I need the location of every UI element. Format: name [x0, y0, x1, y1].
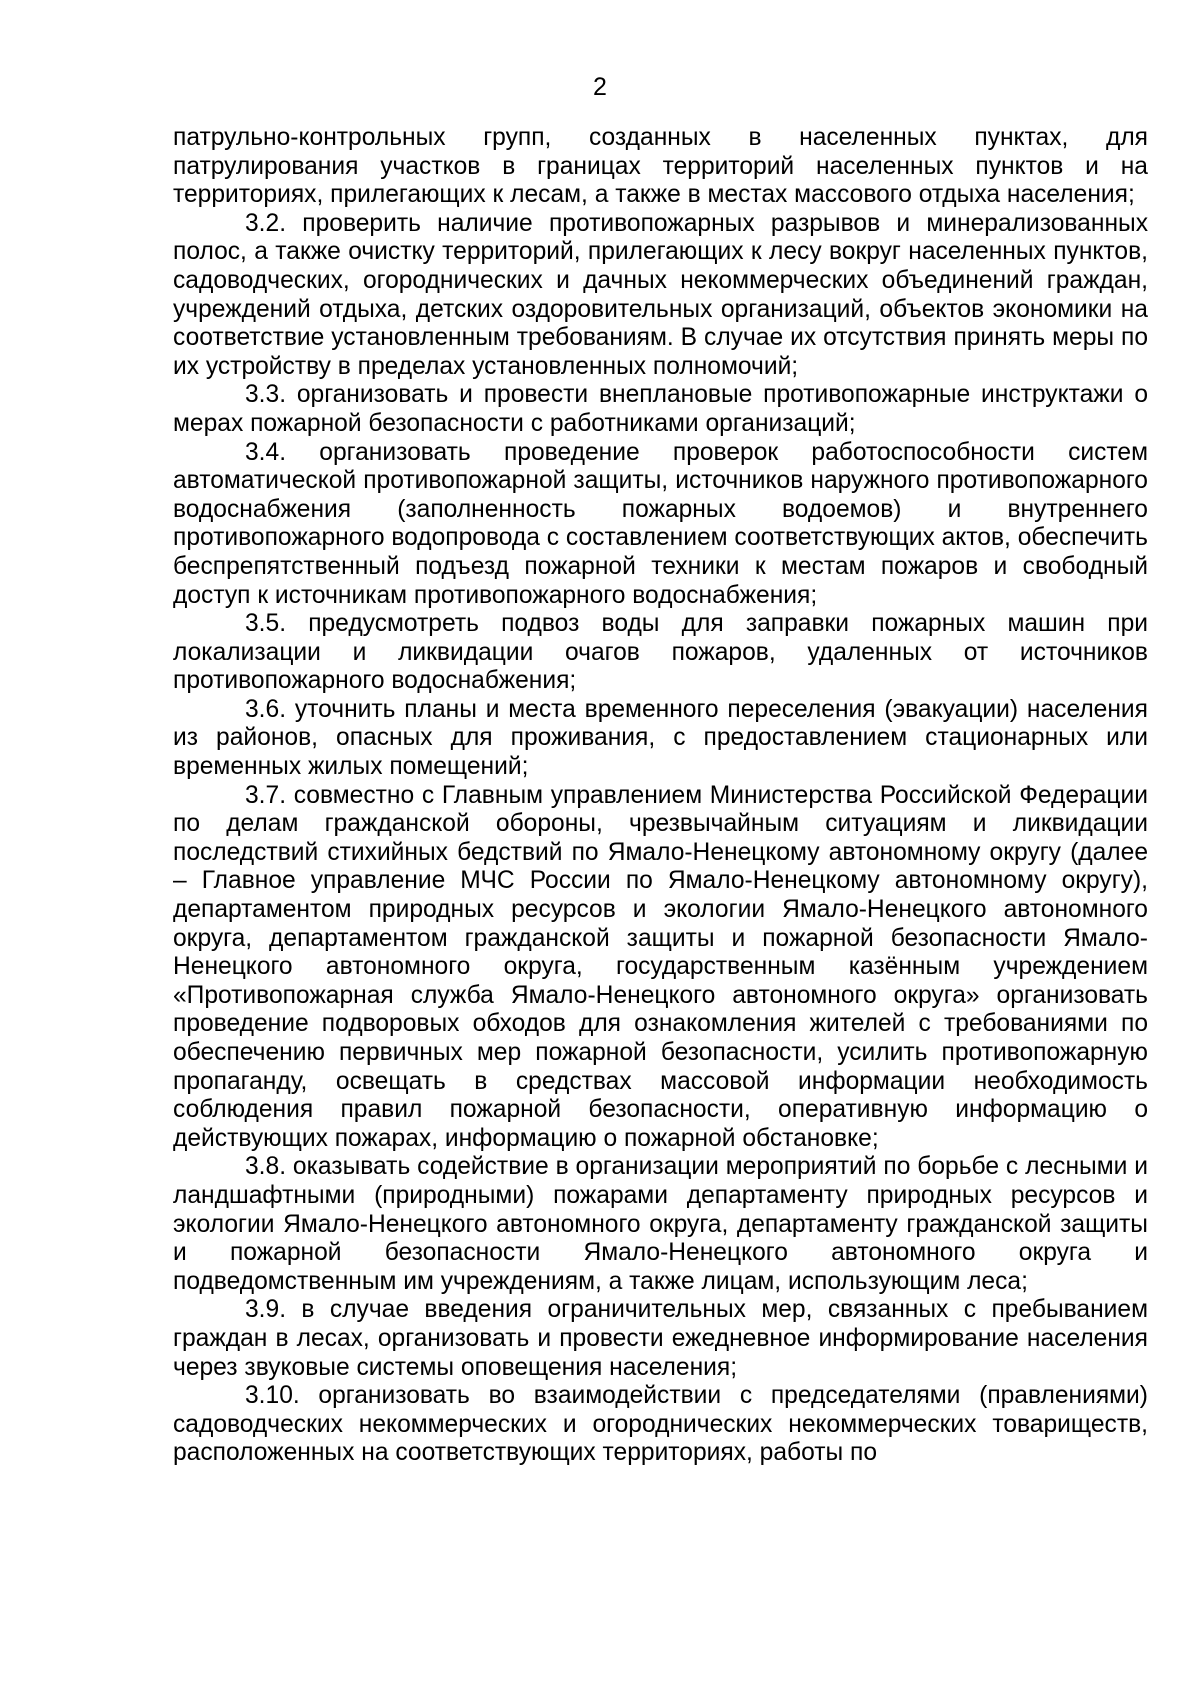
paragraph-3-9: 3.9. в случае введения ограничительных мер, связанных с пребыванием граждан в лесах, организовать и провести ежедневное информирование населения через звуковые системы оповещения населения;: [173, 1296, 1148, 1381]
paragraph-3-8: 3.8. оказывать содействие в организации мероприятий по борьбе с лесными и ландшафтными (природными) пожарами департаменту природных ресурсов и экологии Ямало-Ненецкого автономного округа, департаменту гражданской защиты и пожарной безопасности Ямало-Ненецкого автономного округа и подведомственным им учреждениям, а также лицам, использующим леса;: [173, 1153, 1148, 1295]
paragraph-3-10: 3.10. организовать во взаимодействии с председателями (правлениями) садоводческих некоммерческих и огороднических некоммерческих товариществ, расположенных на соответствующих территориях, работы по: [173, 1382, 1148, 1467]
paragraph-continuation: патрульно-контрольных групп, созданных в населенных пунктах, для патрулирования участков в границах территорий населенных пунктов и на территориях, прилегающих к лесам, а также в местах массового отдыха населения;: [173, 124, 1148, 209]
paragraph-3-4: 3.4. организовать проведение проверок работоспособности систем автоматической противопожарной защиты, источников наружного противопожарного водоснабжения (заполненность пожарных водоемов) и внутреннего противопожарного водопровода с составлением соответствующих актов, обеспечить беспрепятственный подъезд пожарной техники к местам пожаров и свободный доступ к источникам противопожарного водоснабжения;: [173, 438, 1148, 609]
document-body: [173, 124, 1148, 1468]
paragraph-3-5: 3.5. предусмотреть подвоз воды для заправки пожарных машин при локализации и ликвидации очагов пожаров, удаленных от источников противопожарного водоснабжения;: [173, 610, 1148, 695]
page-number: 2: [593, 73, 607, 101]
paragraph-3-2: 3.2. проверить наличие противопожарных разрывов и минерализованных полос, а также очистку территорий, прилегающих к лесу вокруг населенных пунктов, садоводческих, огороднических и дачных некоммерческих объединений граждан, учреждений отдыха, детских оздоровительных организаций, объектов экономики на соответствие установленным требованиям. В случае их отсутствия принять меры по их устройству в пределах установленных полномочий;: [173, 209, 1148, 380]
paragraph-3-7: 3.7. совместно с Главным управлением Министерства Российской Федерации по делам гражданской обороны, чрезвычайным ситуациям и ликвидации последствий стихийных бедствий по Ямало-Ненецкому автономному округу (далее – Главное управление МЧС России по Ямало-Ненецкому автономному округу), департаментом природных ресурсов и экологии Ямало-Ненецкого автономного округа, департаментом гражданской защиты и пожарной безопасности Ямало-Ненецкого автономного округа, государственным казённым учреждением «Противопожарная служба Ямало-Ненецкого автономного округа» организовать проведение подворовых обходов для ознакомления жителей с требованиями по обеспечению первичных мер пожарной безопасности, усилить противопожарную пропаганду, освещать в средствах массовой информации необходимость соблюдения правил пожарной безопасности, оперативную информацию о действующих пожарах, информацию о пожарной обстановке;: [173, 781, 1148, 1152]
paragraph-3-3: 3.3. организовать и провести внеплановые противопожарные инструктажи о мерах пожарной безопасности с работниками организаций;: [173, 381, 1148, 437]
paragraph-3-6: 3.6. уточнить планы и места временного переселения (эвакуации) населения из районов, опасных для проживания, с предоставлением стационарных или временных жилых помещений;: [173, 695, 1148, 781]
